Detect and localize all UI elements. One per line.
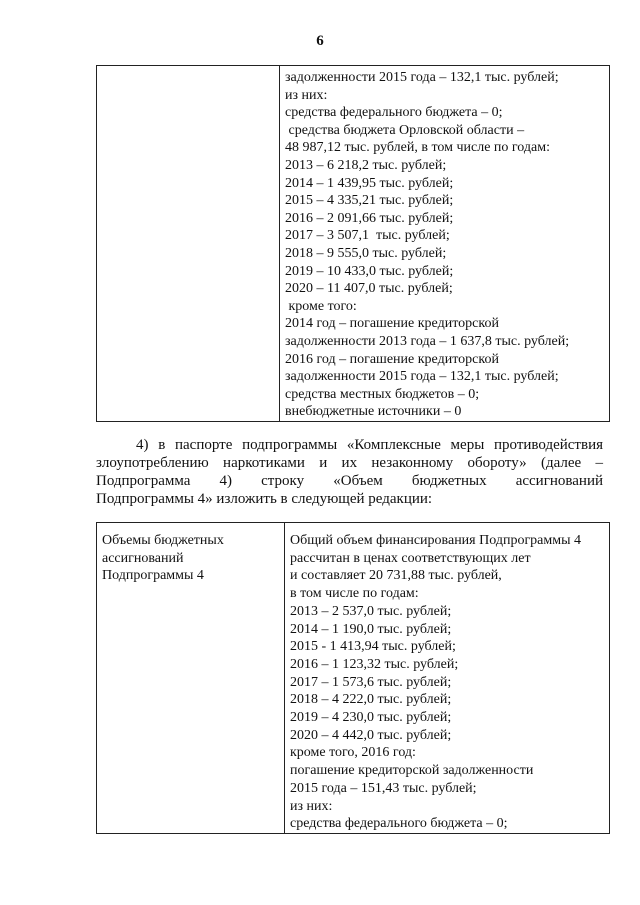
table2-line: 2013 – 2 537,0 тыс. рублей; — [290, 603, 452, 619]
paragraph-line: Подпрограмма 4) строку «Объем бюджетных ассигнований — [96, 473, 603, 489]
table2-line: рассчитан в ценах соответствующих лет — [290, 550, 531, 566]
table1-line: 2013 – 6 218,2 тыс. рублей; — [285, 157, 447, 173]
table1-right-cell — [280, 66, 610, 422]
table1-line: 2017 – 3 507,1 тыс. рублей; — [285, 228, 450, 244]
page-number: 6 — [316, 33, 324, 49]
table2-line: 2018 – 4 222,0 тыс. рублей; — [290, 692, 452, 708]
table2-line: 2020 – 4 442,0 тыс. рублей; — [290, 727, 452, 743]
table2-left-line: Подпрограммы 4 — [102, 568, 204, 584]
table1-line: внебюджетные источники – 0 — [285, 404, 462, 420]
table2-line: 2016 – 1 123,32 тыс. рублей; — [290, 656, 459, 672]
table2-line: 2015 года – 151,43 тыс. рублей; — [290, 780, 477, 796]
table1-line: кроме того: — [285, 298, 357, 314]
table2-line: Общий объем финансирования Подпрограммы 4 — [290, 533, 582, 548]
table2-left-line: Объемы бюджетных — [102, 533, 224, 548]
table1-line: средства бюджета Орловской области – — [285, 122, 525, 138]
table1-line: 2014 год – погашение кредиторской — [285, 316, 499, 332]
table1-line: 2019 – 10 433,0 тыс. рублей; — [285, 263, 454, 279]
table2-line: кроме того, 2016 год: — [290, 745, 416, 761]
table1-line: 2020 – 11 407,0 тыс. рублей; — [285, 281, 453, 297]
paragraph-line: Подпрограммы 4» изложить в следующей редакции: — [96, 491, 433, 507]
table2-left-cell — [97, 523, 285, 834]
table1-left-cell — [97, 66, 280, 422]
table2-line: и составляет 20 731,88 тыс. рублей, — [290, 568, 502, 584]
table1-line: 2016 – 2 091,66 тыс. рублей; — [285, 210, 454, 226]
table2-right-cell — [285, 523, 610, 834]
funding-table-subprogram-4 — [96, 522, 610, 834]
table1-line: 2015 – 4 335,21 тыс. рублей; — [285, 193, 454, 209]
table2-line: 2015 - 1 413,94 тыс. рублей; — [290, 639, 456, 655]
table1-line: 2018 – 9 555,0 тыс. рублей; — [285, 245, 447, 261]
paragraph-line: 4) в паспорте подпрограммы «Комплексные меры противодействия — [136, 437, 603, 453]
amendment-paragraph — [96, 436, 603, 508]
table2-line: 2019 – 4 230,0 тыс. рублей; — [290, 710, 452, 726]
table1-line: задолженности 2015 года – 132,1 тыс. рублей; — [285, 369, 559, 385]
table2-line: 2014 – 1 190,0 тыс. рублей; — [290, 621, 452, 637]
table1-line: из них: — [285, 87, 328, 103]
table1-line: 2016 год – погашение кредиторской — [285, 351, 499, 367]
table2-line: погашение кредиторской задолженности — [290, 763, 534, 779]
paragraph-line: злоупотреблению наркотиками и их незаконному обороту» (далее – — [96, 455, 603, 471]
table2-line: в том числе по годам: — [290, 586, 419, 602]
table1-line: 2014 – 1 439,95 тыс. рублей; — [285, 175, 454, 191]
table2-left-line: ассигнований — [102, 550, 184, 566]
table1-line: задолженности 2015 года – 132,1 тыс. рублей; — [285, 70, 559, 85]
table1-line: средства местных бюджетов – 0; — [285, 386, 480, 402]
table1-line: задолженности 2013 года – 1 637,8 тыс. рублей; — [285, 333, 570, 349]
table1-line: 48 987,12 тыс. рублей, в том числе по годам: — [285, 140, 550, 156]
table2-line: 2017 – 1 573,6 тыс. рублей; — [290, 674, 452, 690]
table2-line: из них: — [290, 798, 333, 814]
table1-line: средства федерального бюджета – 0; — [285, 105, 503, 121]
funding-table-continued — [96, 65, 610, 422]
table2-line: средства федерального бюджета – 0; — [290, 816, 508, 832]
